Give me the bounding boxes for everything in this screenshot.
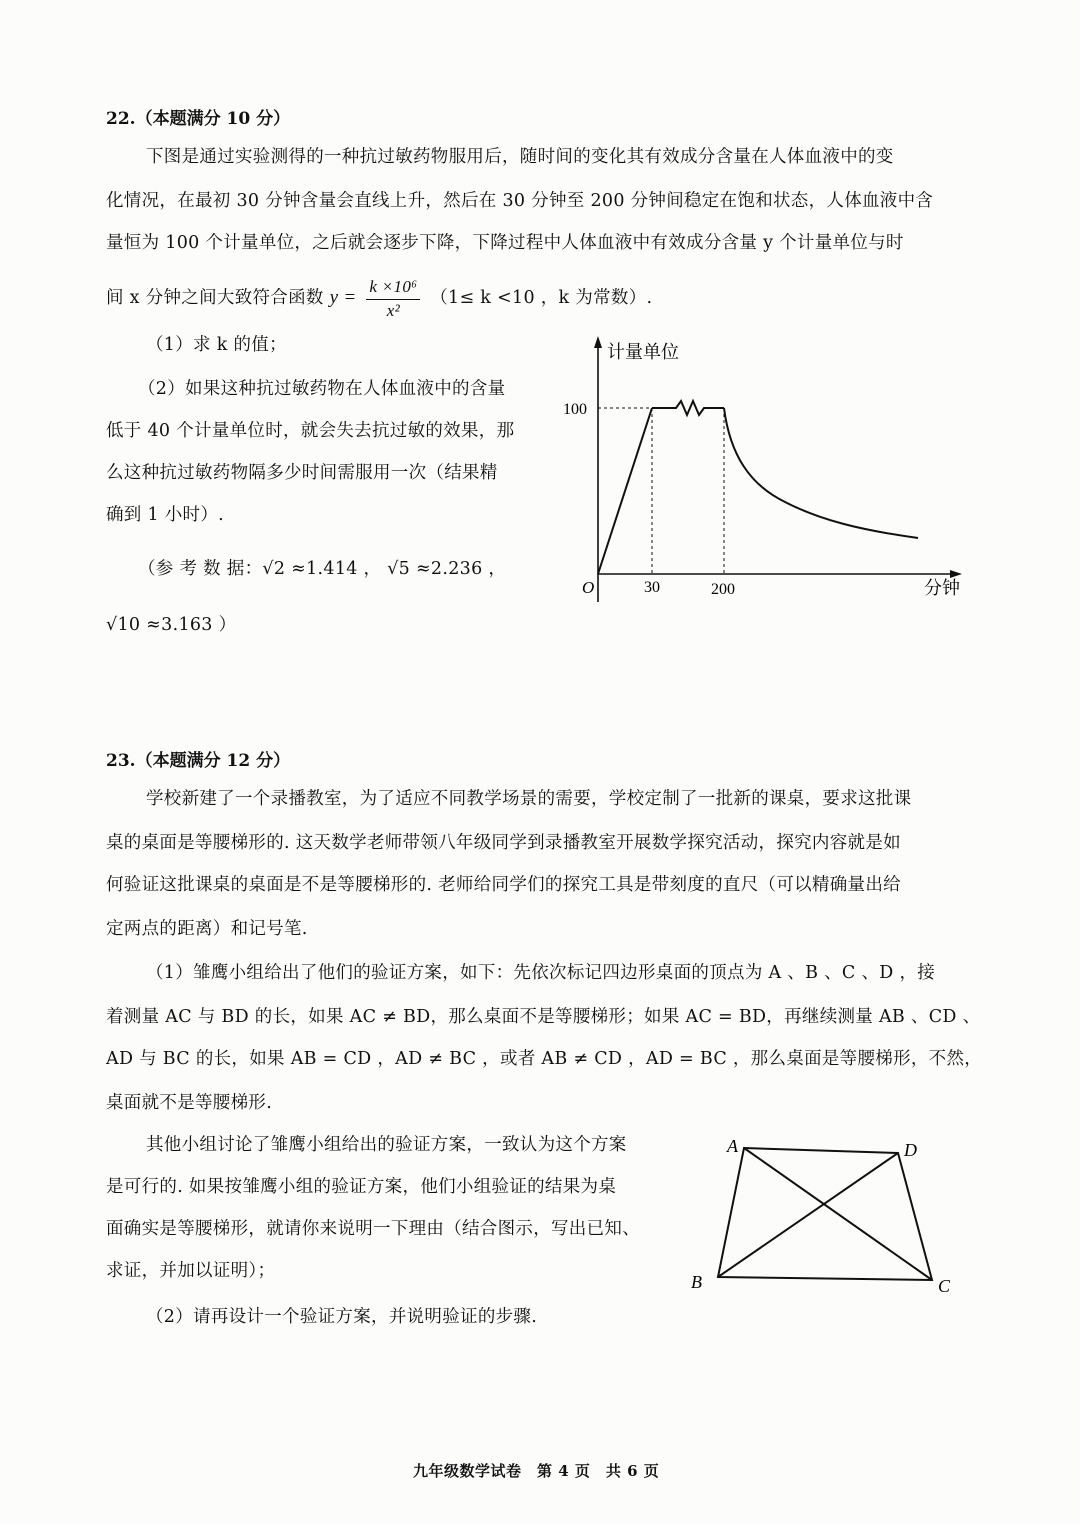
vertex-b: B [691, 1272, 702, 1292]
q22-part1: （1）求 k 的值； [146, 335, 287, 355]
trapezoid-abcd [718, 1148, 932, 1280]
y-axis-arrow [594, 336, 602, 348]
vertex-a: A [727, 1136, 738, 1156]
vertex-c: C [938, 1276, 951, 1296]
diagonal-ac [744, 1148, 932, 1280]
q23-part2: （2）请再设计一个验证方案，并说明验证的步骤. [146, 1307, 538, 1327]
q22-intro-line4b: （1≤ k <10 ，k 为常数）. [430, 288, 653, 308]
function-numerator: k ×10⁶ [366, 277, 420, 300]
q23-p1-line3: 何验证这批课桌的桌面是不是等腰梯形的. 老师给同学们的探究工具是带刻度的直尺（可以精确量出给 [106, 875, 901, 895]
q23-p1-line4: 定两点的距离）和记号笔. [106, 919, 308, 939]
page-footer: 九年级数学试卷 第 4 页 共 6 页 [413, 1462, 660, 1480]
function-y: y = [329, 287, 357, 308]
x-tick-30: 30 [644, 579, 660, 596]
q22-title: 22.（本题满分 10 分） [106, 109, 291, 129]
rise-segment [598, 408, 652, 574]
q22-intro-line4a: 间 x 分钟之间大致符合函数 [106, 288, 324, 308]
q23-p2-line2: 着测量 AC 与 BD 的长，如果 AC ≠ BD，那么桌面不是等腰梯形；如果 AC = BD，再继续测量 AB 、CD 、 [106, 1007, 981, 1027]
q22-part2-line3: 么这种抗过敏药物隔多少时间需服用一次（结果精 [106, 463, 498, 483]
q22-part2-line1: （2）如果这种抗过敏药物在人体血液中的含量 [138, 379, 506, 399]
drug-content-graph [560, 330, 980, 620]
q22-intro-line1: 下图是通过实验测得的一种抗过敏药物服用后，随时间的变化其有效成分含量在人体血液中的变 [146, 147, 894, 167]
q22-reference-line1: （参 考 数 据：√2 ≈1.414 ， √5 ≈2.236 ， [138, 559, 507, 579]
q22-intro-line3: 量恒为 100 个计量单位，之后就会逐步下降，下降过程中人体血液中有效成分含量 y 个计量单位与时 [106, 233, 904, 253]
q23-p3-line3: 面确实是等腰梯形，就请你来说明一下理由（结合图示，写出已知、 [106, 1219, 640, 1239]
y-axis-label: 计量单位 [607, 342, 679, 362]
y-tick-100: 100 [563, 401, 587, 418]
q23-p2-line1: （1）雏鹰小组给出了他们的验证方案，如下：先依次标记四边形桌面的顶点为 A 、B 、C 、D ，接 [146, 963, 936, 983]
q23-p3-line1: 其他小组讨论了雏鹰小组给出的验证方案，一致认为这个方案 [146, 1135, 627, 1155]
flat-segment [652, 401, 724, 415]
q22-intro-line4 [106, 276, 652, 321]
q23-p2-line4: 桌面就不是等腰梯形. [106, 1093, 273, 1113]
q22-intro-line2: 化情况，在最初 30 分钟含量会直线上升，然后在 30 分钟至 200 分钟间稳定在饱和状态，人体血液中含 [106, 191, 934, 211]
x-axis-label: 分钟 [924, 578, 960, 598]
origin-label: O [582, 578, 595, 597]
diagonal-bd [718, 1153, 898, 1277]
trapezoid-figure [680, 1125, 970, 1305]
q23-p1-line1: 学校新建了一个录播教室，为了适应不同教学场景的需要，学校定制了一批新的课桌，要求这批课 [146, 789, 912, 809]
vertex-d: D [904, 1140, 917, 1160]
decay-curve [724, 408, 918, 538]
function-denominator: x² [386, 300, 400, 320]
x-axis-arrow [950, 570, 962, 578]
q22-part2-line2: 低于 40 个计量单位时，就会失去抗过敏的效果，那 [106, 421, 515, 441]
q23-p3-line2: 是可行的. 如果按雏鹰小组的验证方案，他们小组验证的结果为桌 [106, 1177, 617, 1197]
q22-part2-line4: 确到 1 小时）. [106, 505, 225, 525]
q23-title: 23.（本题满分 12 分） [106, 751, 291, 771]
q22-reference-line2: √10 ≈3.163 ） [106, 615, 237, 635]
q23-p2-line3: AD 与 BC 的长，如果 AB = CD ，AD ≠ BC ，或者 AB ≠ CD ，AD = BC ，那么桌面是等腰梯形，不然， [106, 1049, 983, 1069]
x-tick-200: 200 [711, 581, 735, 598]
q23-p1-line2: 桌的桌面是等腰梯形的. 这天数学老师带领八年级同学到录播教室开展数学探究活动，探究内容就是如 [106, 833, 901, 853]
q23-p3-line4: 求证，并加以证明）； [106, 1261, 276, 1281]
function-fraction [366, 277, 420, 321]
